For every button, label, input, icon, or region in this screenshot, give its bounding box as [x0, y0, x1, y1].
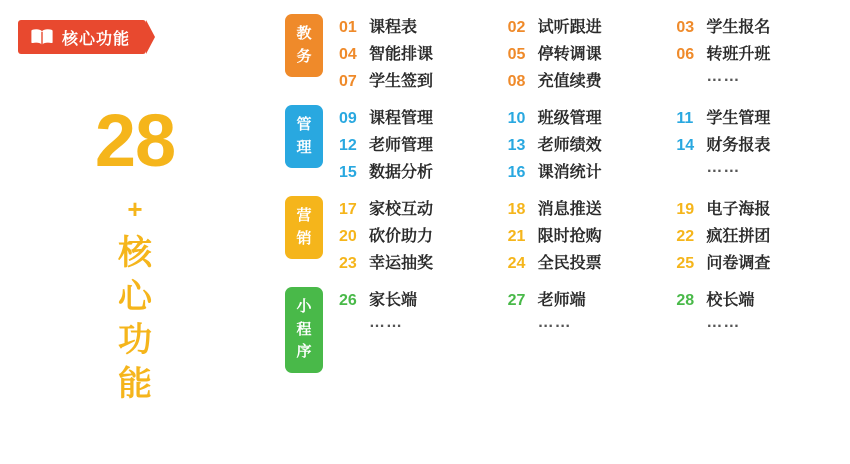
- group-items-xiaochengxu: [339, 287, 845, 332]
- list-item-more: [676, 314, 845, 332]
- item-label: 家长端: [369, 292, 418, 309]
- item-number: 24: [507, 255, 526, 272]
- list-item[interactable]: [339, 132, 508, 155]
- item-label: 老师端: [537, 292, 586, 309]
- item-number: 14: [676, 137, 695, 154]
- list-item[interactable]: [508, 250, 677, 273]
- vertical-char-2: 功: [118, 321, 152, 360]
- vertical-char-3: 能: [118, 364, 152, 403]
- list-item[interactable]: [676, 105, 845, 128]
- vertical-char-0: 核: [118, 234, 152, 272]
- list-item[interactable]: [508, 68, 677, 91]
- list-item[interactable]: [339, 159, 508, 182]
- item-label: 疯狂拼团: [706, 228, 771, 245]
- list-item[interactable]: [508, 287, 677, 310]
- item-number: 05: [507, 46, 526, 63]
- list-item[interactable]: [508, 14, 677, 37]
- group-items-yingxiao: [339, 196, 845, 273]
- item-label: 班级管理: [537, 110, 602, 127]
- item-label: 全民投票: [537, 255, 602, 272]
- group-tag-char-1: 程: [296, 320, 312, 338]
- item-label: 学生管理: [706, 110, 771, 127]
- list-item-more: [676, 68, 845, 91]
- list-item-more: [676, 159, 845, 182]
- list-item[interactable]: [339, 250, 508, 273]
- item-label: 问卷调查: [706, 255, 771, 272]
- feature-group-guanli: [285, 105, 845, 182]
- feature-count: 28: [94, 99, 176, 182]
- group-tag-char-0: 营: [296, 207, 312, 224]
- vertical-core-features-label: [0, 232, 270, 406]
- list-item[interactable]: [339, 41, 508, 64]
- list-item[interactable]: [339, 196, 508, 219]
- item-label: ……: [706, 159, 741, 176]
- list-item[interactable]: [339, 287, 508, 310]
- group-tag-guanli: [285, 105, 323, 168]
- item-label: 学生报名: [706, 19, 771, 36]
- list-item[interactable]: [508, 41, 677, 64]
- group-tag-yingxiao: [285, 196, 323, 259]
- left-highlight-panel: [0, 0, 270, 464]
- item-number: 01: [339, 19, 357, 36]
- item-label: 家校互动: [369, 201, 434, 218]
- item-number: 09: [339, 110, 357, 127]
- list-item[interactable]: [508, 196, 677, 219]
- item-label: 幸运抽奖: [369, 255, 434, 272]
- item-number: 15: [339, 164, 357, 181]
- item-number: 13: [507, 137, 526, 154]
- list-item[interactable]: [676, 41, 845, 64]
- item-number: 10: [507, 110, 526, 127]
- group-tag-char-1: 销: [296, 229, 312, 247]
- list-item-more: [339, 314, 508, 332]
- group-tag-xiaochengxu: [285, 287, 323, 373]
- core-features-badge: [18, 20, 146, 54]
- item-label: 学生签到: [369, 73, 434, 90]
- item-label: 限时抢购: [537, 228, 602, 245]
- item-number: 17: [339, 201, 357, 218]
- item-label: 老师绩效: [537, 137, 602, 154]
- feature-group-xiaochengxu: [285, 287, 845, 373]
- list-item[interactable]: [676, 250, 845, 273]
- item-label: 课程管理: [369, 110, 434, 127]
- item-number: 06: [676, 46, 695, 63]
- item-label: ……: [706, 314, 741, 331]
- group-tag-char-1: 务: [296, 47, 312, 65]
- group-tag-char-0: 管: [296, 116, 312, 133]
- item-label: 老师管理: [369, 137, 434, 154]
- list-item[interactable]: [339, 105, 508, 128]
- list-item[interactable]: [339, 223, 508, 246]
- list-item[interactable]: [508, 105, 677, 128]
- plus-sign: +: [127, 194, 143, 224]
- item-label: 电子海报: [706, 201, 771, 218]
- badge-label: 核心功能: [62, 30, 131, 48]
- list-item[interactable]: [508, 223, 677, 246]
- item-label: 校长端: [706, 292, 755, 309]
- item-number: 28: [676, 292, 695, 309]
- group-tag-char-1: 理: [296, 138, 312, 156]
- group-tag-jiaowu: [285, 14, 323, 77]
- item-number: 11: [676, 110, 694, 127]
- list-item[interactable]: [676, 132, 845, 155]
- list-item[interactable]: [676, 287, 845, 310]
- list-item[interactable]: [339, 68, 508, 91]
- list-item[interactable]: [508, 132, 677, 155]
- group-items-jiaowu: [339, 14, 845, 91]
- item-number: 03: [676, 19, 695, 36]
- item-number: 22: [676, 228, 695, 245]
- list-item[interactable]: [676, 223, 845, 246]
- list-item[interactable]: [676, 196, 845, 219]
- item-label: 课程表: [369, 19, 418, 36]
- item-number: 25: [676, 255, 695, 272]
- item-number: 04: [339, 46, 357, 63]
- item-label: 消息推送: [537, 201, 602, 218]
- item-label: 砍价助力: [369, 228, 434, 245]
- item-number: 08: [507, 73, 526, 90]
- feature-group-yingxiao: [285, 196, 845, 273]
- group-items-guanli: [339, 105, 845, 182]
- item-number: 18: [507, 201, 526, 218]
- item-number: 20: [339, 228, 357, 245]
- item-number: 12: [339, 137, 357, 154]
- item-number: 07: [339, 73, 357, 90]
- item-label: ……: [706, 68, 741, 85]
- item-label: ……: [537, 314, 572, 331]
- item-label: ……: [369, 314, 403, 331]
- item-number: 23: [339, 255, 357, 272]
- item-label: 转班升班: [706, 46, 771, 63]
- item-number: 16: [507, 164, 526, 181]
- item-number: 27: [507, 292, 526, 309]
- vertical-char-1: 心: [118, 277, 152, 316]
- item-number: 26: [339, 292, 357, 309]
- list-item[interactable]: [339, 14, 508, 37]
- list-item-more: [508, 314, 677, 332]
- item-number: 21: [507, 228, 526, 245]
- feature-group-jiaowu: [285, 14, 845, 91]
- list-item[interactable]: [508, 159, 677, 182]
- item-label: 停转调课: [537, 46, 602, 63]
- item-number: 19: [676, 201, 695, 218]
- item-label: 试听跟进: [537, 19, 602, 36]
- group-tag-char-0: 小: [296, 298, 312, 315]
- feature-groups: [285, 14, 845, 387]
- item-number: 02: [507, 19, 526, 36]
- book-icon: [30, 28, 54, 46]
- item-label: 课消统计: [537, 164, 602, 181]
- group-tag-char-0: 教: [296, 25, 312, 42]
- item-label: 数据分析: [369, 164, 434, 181]
- item-label: 充值续费: [537, 73, 602, 90]
- list-item[interactable]: [676, 14, 845, 37]
- item-label: 财务报表: [706, 137, 771, 154]
- group-tag-char-2: 序: [296, 343, 312, 360]
- item-label: 智能排课: [369, 46, 434, 63]
